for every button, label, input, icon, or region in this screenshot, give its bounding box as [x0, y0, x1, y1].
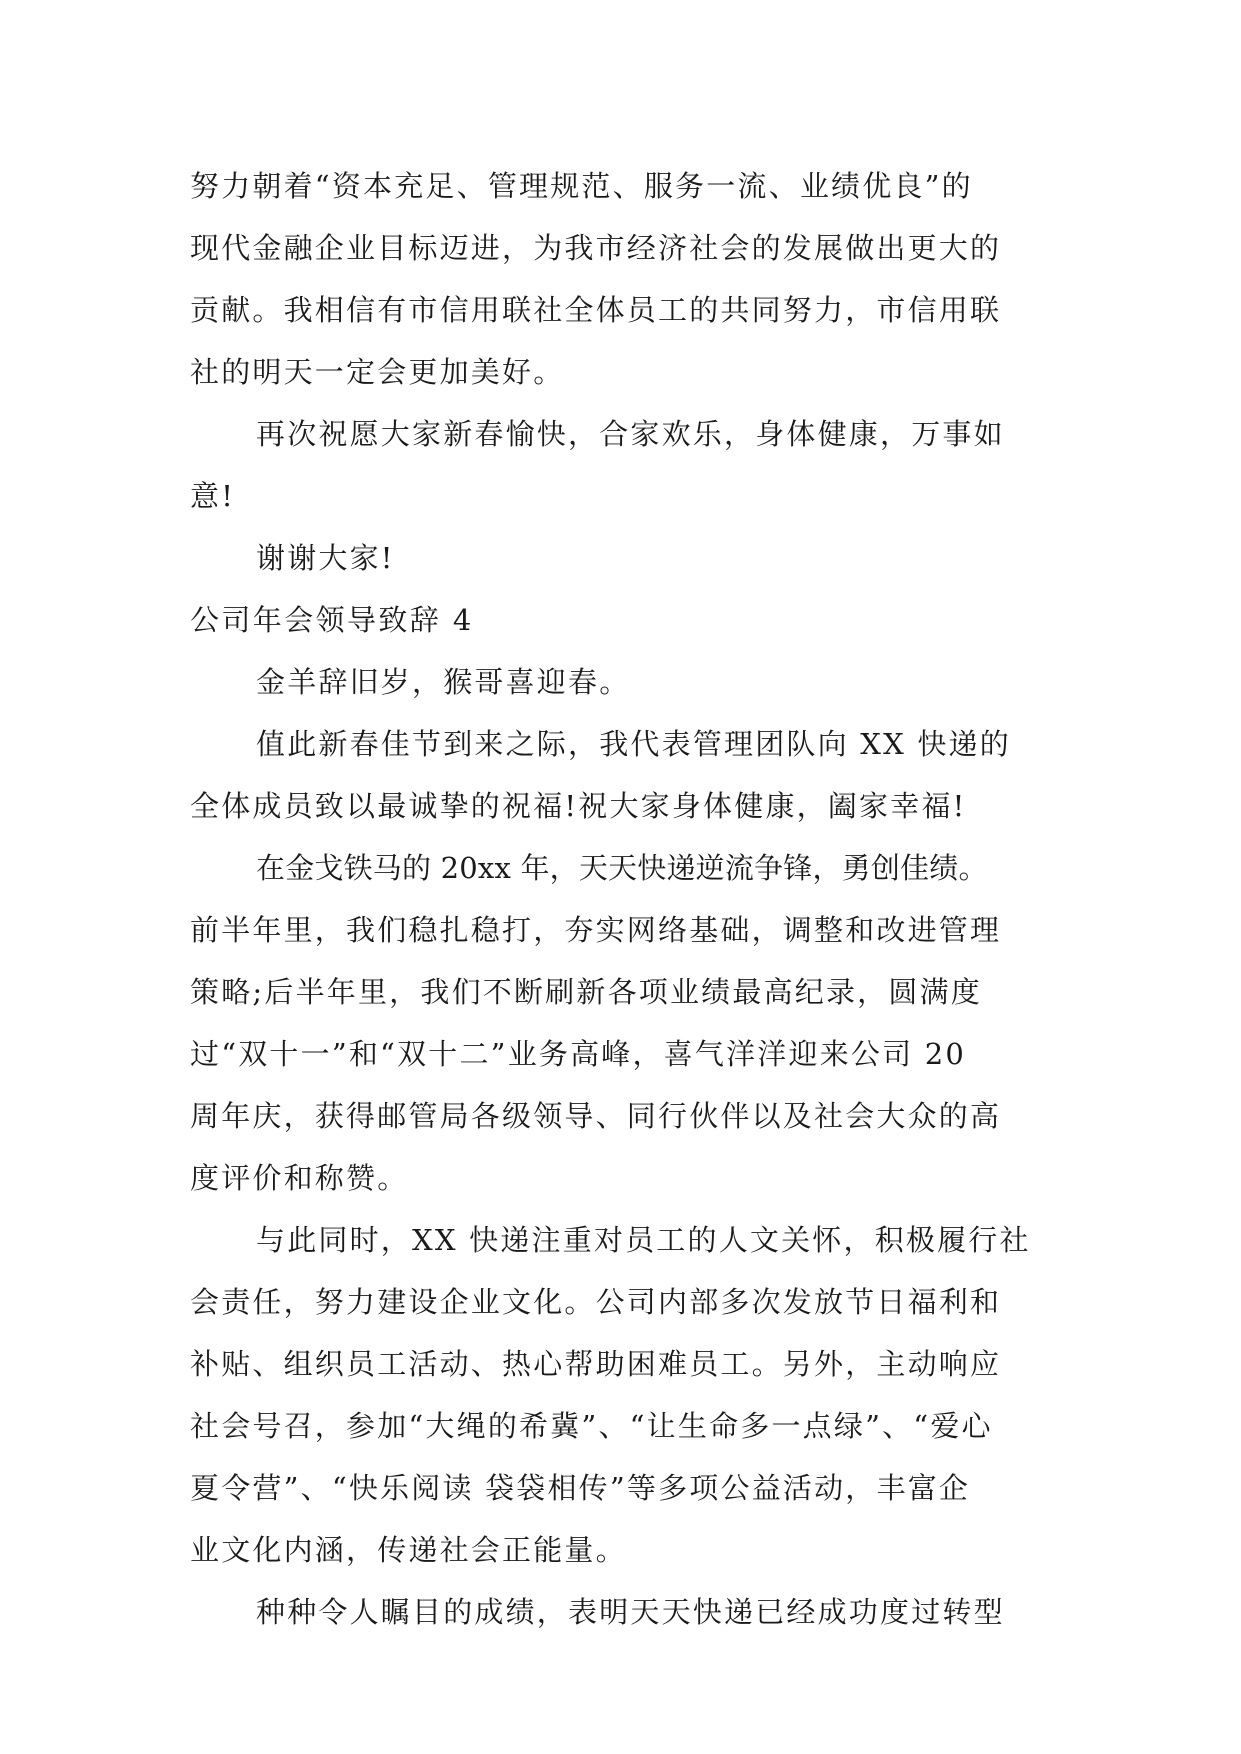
text-line: 种种令人瞩目的成绩，表明天天快递已经成功度过转型	[256, 1595, 1005, 1629]
document-body	[190, 155, 1050, 1643]
text-line: 意!	[190, 479, 236, 513]
text-line: 全体成员致以最诚挚的祝福!祝大家身体健康，阖家幸福!	[190, 789, 967, 823]
text-line: 前半年里，我们稳扎稳打，夯实网络基础，调整和改进管理	[190, 913, 1002, 947]
text-line: 度评价和称赞。	[190, 1161, 409, 1195]
text-line: 夏令营”、“快乐阅读 袋袋相传”等多项公益活动，丰富企	[190, 1471, 971, 1505]
text-line: 谢谢大家!	[256, 541, 395, 575]
text-line: 与此同时，XX 快递注重对员工的人文关怀，积极履行社	[256, 1223, 1031, 1257]
text-line: 值此新春佳节到来之际，我代表管理团队向 XX 快递的	[256, 727, 1011, 761]
text-line: 现代金融企业目标迈进，为我市经济社会的发展做出更大的	[190, 231, 1002, 265]
text-line: 再次祝愿大家新春愉快，合家欢乐，身体健康，万事如	[256, 417, 1005, 451]
text-line: 会责任，努力建设企业文化。公司内部多次发放节日福利和	[190, 1285, 1002, 1319]
text-line: 社会号召，参加“大绳的希冀”、“让生命多一点绿”、“爱心	[190, 1409, 993, 1443]
text-line: 过“双十一”和“双十二”业务高峰，喜气洋洋迎来公司 20	[190, 1037, 967, 1071]
text-line: 补贴、组织员工活动、热心帮助困难员工。另外，主动响应	[190, 1347, 1002, 1381]
text-line: 周年庆，获得邮管局各级领导、同行伙伴以及社会大众的高	[190, 1099, 1002, 1133]
text-line: 在金戈铁马的 20xx 年，天天快递逆流争锋，勇创佳绩。	[256, 851, 988, 885]
text-line: 业文化内涵，传递社会正能量。	[190, 1533, 627, 1567]
text-line: 努力朝着“资本充足、管理规范、服务一流、业绩优良”的	[190, 169, 973, 203]
text-line: 社的明天一定会更加美好。	[190, 355, 565, 389]
text-line: 金羊辞旧岁，猴哥喜迎春。	[256, 665, 631, 699]
section-heading: 公司年会领导致辞 4	[190, 603, 474, 637]
text-line: 贡献。我相信有市信用联社全体员工的共同努力，市信用联	[190, 293, 1002, 327]
text-line: 策略;后半年里，我们不断刷新各项业绩最高纪录，圆满度	[190, 975, 982, 1009]
